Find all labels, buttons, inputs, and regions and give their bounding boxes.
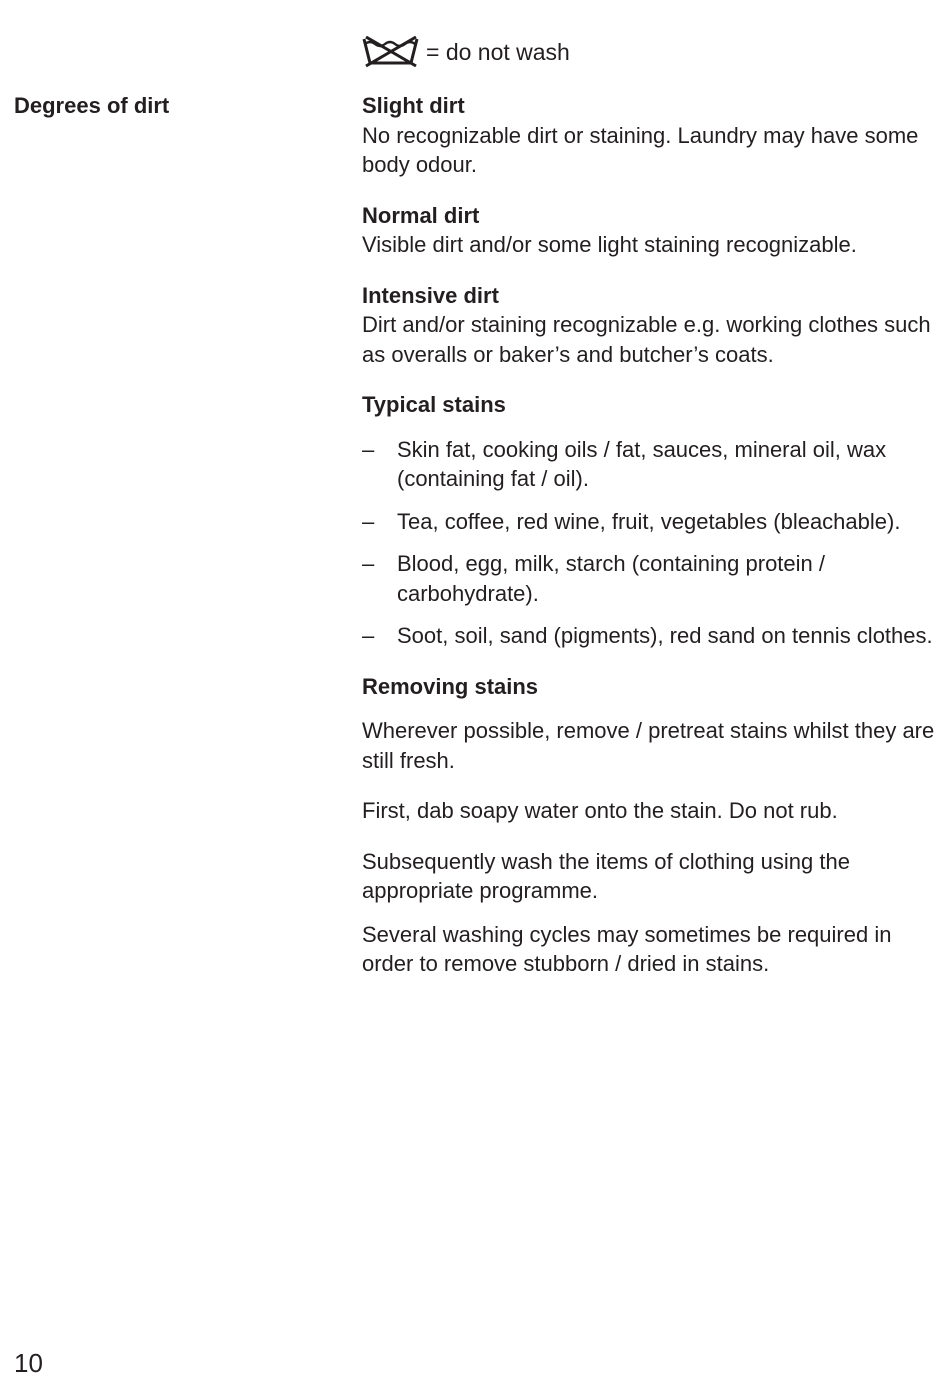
list-item-text: Blood, egg, milk, starch (containing protein / carbohydrate). [397,551,826,606]
list-item-text: Soot, soil, sand (pigments), red sand on tennis clothes. [397,623,933,648]
dash-bullet: – [362,508,375,534]
list-item [362,435,937,494]
page-number: 10 [14,1348,43,1378]
care-symbol-legend [362,32,570,72]
dirt-level-normal [362,201,937,260]
do-not-wash-icon [362,36,420,68]
dirt-level-description: Visible dirt and/or some light staining recognizable. [362,232,857,257]
dirt-level-title: Slight dirt [362,93,465,118]
dirt-level-description: Dirt and/or staining recognizable e.g. working clothes such as overalls or baker’s and butcher’s coats. [362,312,931,367]
dirt-level-slight [362,91,937,180]
list-item [362,621,937,651]
list-item [362,549,937,608]
removing-stains-paragraph: First, dab soapy water onto the stain. Do not rub. [362,798,838,823]
section-heading-degrees-of-dirt: Degrees of dirt [14,93,170,118]
typical-stains-list [362,435,937,651]
list-item-text: Skin fat, cooking oils / fat, sauces, mineral oil, wax (containing fat / oil). [397,436,887,491]
dash-bullet: – [362,436,375,462]
list-item [362,507,937,537]
list-item-text: Tea, coffee, red wine, fruit, vegetables (bleachable). [397,508,901,534]
dash-bullet: – [362,551,375,576]
removing-stains-paragraph: Subsequently wash the items of clothing using the appropriate programme. [362,848,850,903]
dirt-level-description: No recognizable dirt or staining. Laundry may have some body odour. [362,122,919,177]
removing-stains-heading: Removing stains [362,673,539,699]
removing-stains-paragraph: Several washing cycles may sometimes be required in order to remove stubborn / dried in stains. [362,921,892,976]
typical-stains-heading: Typical stains [362,392,506,417]
dash-bullet: – [362,623,375,648]
main-content [362,91,937,1000]
dirt-level-title: Normal dirt [362,202,480,228]
dirt-level-intensive [362,281,937,370]
legend-text: = do not wash [426,38,570,65]
removing-stains-paragraph: Wherever possible, remove / pretreat stains whilst they are still fresh. [362,718,935,773]
dirt-level-title: Intensive dirt [362,282,499,308]
